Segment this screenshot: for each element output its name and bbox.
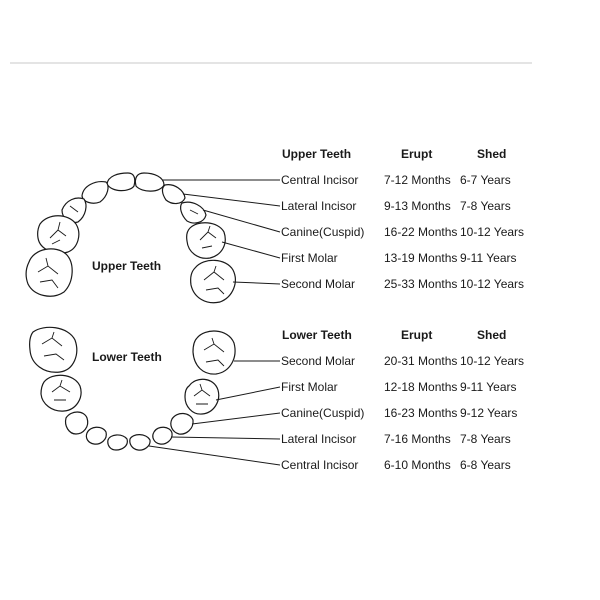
leader-lower-first-molar (216, 387, 280, 400)
lower-jaw-label: Lower Teeth (92, 350, 162, 364)
upper-canine-right (181, 202, 206, 223)
leader-lower-canine (192, 413, 280, 424)
upper-central-incisor-right (135, 173, 164, 191)
upper-row-name: Lateral Incisor (281, 199, 357, 213)
lower-canine-left (66, 412, 88, 434)
upper-row-shed: 10-12 Years (460, 225, 525, 239)
lower-row-shed: 7-8 Years (460, 432, 511, 446)
upper-row-shed: 10-12 Years (460, 277, 525, 291)
upper-row-name: Canine(Cuspid) (281, 225, 365, 239)
lower-row-erupt: 12-18 Months (384, 380, 458, 394)
upper-row-erupt: 13-19 Months (384, 251, 458, 265)
lower-row-erupt: 20-31 Months (384, 354, 458, 368)
leader-lines (149, 180, 280, 465)
leader-lower-central-incisor (149, 446, 280, 465)
upper-lateral-incisor-left (82, 182, 108, 204)
lower-first-molar-left (41, 375, 81, 411)
upper-central-incisor-left (107, 173, 135, 191)
upper-row-name: Second Molar (281, 277, 356, 291)
leader-upper-second-molar (233, 282, 280, 284)
lower-row-shed: 9-12 Years (460, 406, 518, 420)
upper-row-erupt: 9-13 Months (384, 199, 451, 213)
lower-header-name: Lower Teeth (282, 328, 352, 342)
lower-central-incisor-left (108, 435, 128, 450)
upper-row-name: Central Incisor (281, 173, 359, 187)
upper-row-shed: 9-11 Years (460, 251, 517, 265)
lower-row-shed: 6-8 Years (460, 458, 511, 472)
upper-arch (26, 173, 235, 303)
lower-row-shed: 9-11 Years (460, 380, 517, 394)
lower-first-molar-right (185, 379, 219, 414)
lower-row-erupt: 6-10 Months (384, 458, 451, 472)
leader-lower-lateral-incisor (171, 437, 280, 439)
upper-row-erupt: 7-12 Months (384, 173, 451, 187)
lower-row-name: Second Molar (281, 354, 356, 368)
upper-first-molar-left (38, 216, 79, 253)
lower-row-erupt: 7-16 Months (384, 432, 451, 446)
lower-row-name: Central Incisor (281, 458, 359, 472)
upper-row-shed: 7-8 Years (460, 199, 511, 213)
leader-upper-first-molar (222, 242, 280, 258)
upper-header-shed: Shed (477, 147, 507, 161)
lower-central-incisor-right (130, 435, 150, 451)
lower-lateral-incisor-right (153, 427, 172, 444)
upper-row-erupt: 25-33 Months (384, 277, 458, 291)
lower-row-shed: 10-12 Years (460, 354, 525, 368)
upper-header-erupt: Erupt (401, 147, 433, 161)
lower-row-name: First Molar (281, 380, 338, 394)
lower-row-name: Canine(Cuspid) (281, 406, 365, 420)
upper-jaw-label: Upper Teeth (92, 259, 162, 273)
upper-row-shed: 6-7 Years (460, 173, 511, 187)
upper-second-molar-left (26, 249, 72, 296)
upper-first-molar-right (187, 223, 226, 259)
upper-row-name: First Molar (281, 251, 338, 265)
lower-second-molar-right (193, 331, 235, 374)
lower-header-erupt: Erupt (401, 328, 433, 342)
upper-header-name: Upper Teeth (282, 147, 352, 161)
lower-lateral-incisor-left (86, 427, 106, 444)
lower-canine-right (171, 413, 193, 434)
lower-arch (30, 327, 235, 450)
upper-second-molar-right (191, 260, 236, 302)
lower-row-name: Lateral Incisor (281, 432, 357, 446)
upper-row-erupt: 16-22 Months (384, 225, 458, 239)
lower-header-shed: Shed (477, 328, 507, 342)
upper-lateral-incisor-right (162, 185, 185, 204)
lower-row-erupt: 16-23 Months (384, 406, 458, 420)
